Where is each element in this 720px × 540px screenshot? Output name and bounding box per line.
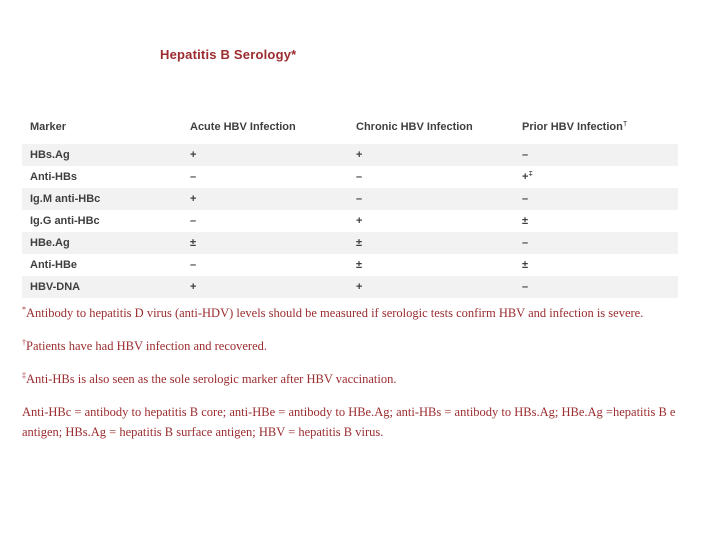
header-superscript: † <box>622 121 628 128</box>
acute-cell: – <box>190 215 197 227</box>
header-label: Acute HBV Infection <box>190 121 296 133</box>
footnote-text: Patients have had HBV infection and recovered. <box>26 339 268 353</box>
header-label: Prior HBV Infection <box>522 121 623 133</box>
marker-cell: HBe.Ag <box>30 237 70 249</box>
cell-value: ± <box>522 259 529 271</box>
header-chronic <box>348 121 514 133</box>
footnotes <box>22 303 678 455</box>
footnote-abbreviations <box>22 402 678 442</box>
prior-cell <box>514 171 678 183</box>
serology-table <box>22 110 678 298</box>
chronic-cell: + <box>356 281 363 293</box>
table-row <box>22 254 678 276</box>
marker-cell: Anti-HBe <box>30 259 78 271</box>
header-label: Marker <box>30 121 67 133</box>
table-header-row <box>22 110 678 144</box>
footnote-text: Anti-HBs is also seen as the sole serologic marker after HBV vaccination. <box>26 372 397 386</box>
marker-cell: HBV-DNA <box>30 281 81 293</box>
cell-value: ± <box>522 215 529 227</box>
footnote-dagger <box>22 336 678 356</box>
chronic-cell: ± <box>356 259 363 271</box>
cell-value: – <box>522 193 529 205</box>
cell-value: – <box>522 281 529 293</box>
header-prior <box>514 121 678 133</box>
cell-value: – <box>522 237 529 249</box>
prior-cell <box>514 215 678 227</box>
acute-cell: + <box>190 149 197 161</box>
prior-cell <box>514 281 678 293</box>
table-row <box>22 210 678 232</box>
marker-cell: Ig.G anti-HBc <box>30 215 100 227</box>
footnote-text: Anti-HBc = antibody to hepatitis B core; anti-HBe = antibody to HBe.Ag; anti-HBs = antibody to HBs.Ag; HBe.Ag =hepatitis B e antigen; HBs.Ag = hepatitis B surface antigen; HBV = hepatitis B virus. <box>22 405 676 439</box>
chronic-cell: – <box>356 193 363 205</box>
table-row <box>22 166 678 188</box>
table-row <box>22 188 678 210</box>
acute-cell: – <box>190 171 197 183</box>
chronic-cell: ± <box>356 237 363 249</box>
acute-cell: ± <box>190 237 197 249</box>
chronic-cell: – <box>356 171 363 183</box>
acute-cell: – <box>190 259 197 271</box>
header-label: Chronic HBV Infection <box>356 121 473 133</box>
table-row <box>22 232 678 254</box>
header-marker <box>22 121 182 133</box>
prior-cell <box>514 149 678 161</box>
page-title: Hepatitis B Serology* <box>160 47 297 62</box>
table-row <box>22 276 678 298</box>
chronic-cell: + <box>356 215 363 227</box>
marker-cell: HBs.Ag <box>30 149 70 161</box>
table-row <box>22 144 678 166</box>
footnote-double-dagger <box>22 369 678 389</box>
acute-cell: + <box>190 281 197 293</box>
prior-cell <box>514 259 678 271</box>
chronic-cell: + <box>356 149 363 161</box>
header-acute <box>182 121 348 133</box>
prior-cell <box>514 237 678 249</box>
cell-value: + <box>522 171 529 183</box>
prior-cell <box>514 193 678 205</box>
footnote-symbol: * <box>22 304 26 314</box>
cell-value: – <box>522 149 529 161</box>
marker-cell: Anti-HBs <box>30 171 78 183</box>
acute-cell: + <box>190 193 197 205</box>
cell-superscript: ‡ <box>528 171 533 178</box>
footnote-symbol: ‡ <box>22 370 26 380</box>
footnote-text: Antibody to hepatitis D virus (anti-HDV) levels should be measured if serologic tests confirm HBV and infection is severe. <box>26 306 644 320</box>
marker-cell: Ig.M anti-HBc <box>30 193 101 205</box>
footnote-symbol: † <box>22 337 26 347</box>
footnote-asterisk <box>22 303 678 323</box>
